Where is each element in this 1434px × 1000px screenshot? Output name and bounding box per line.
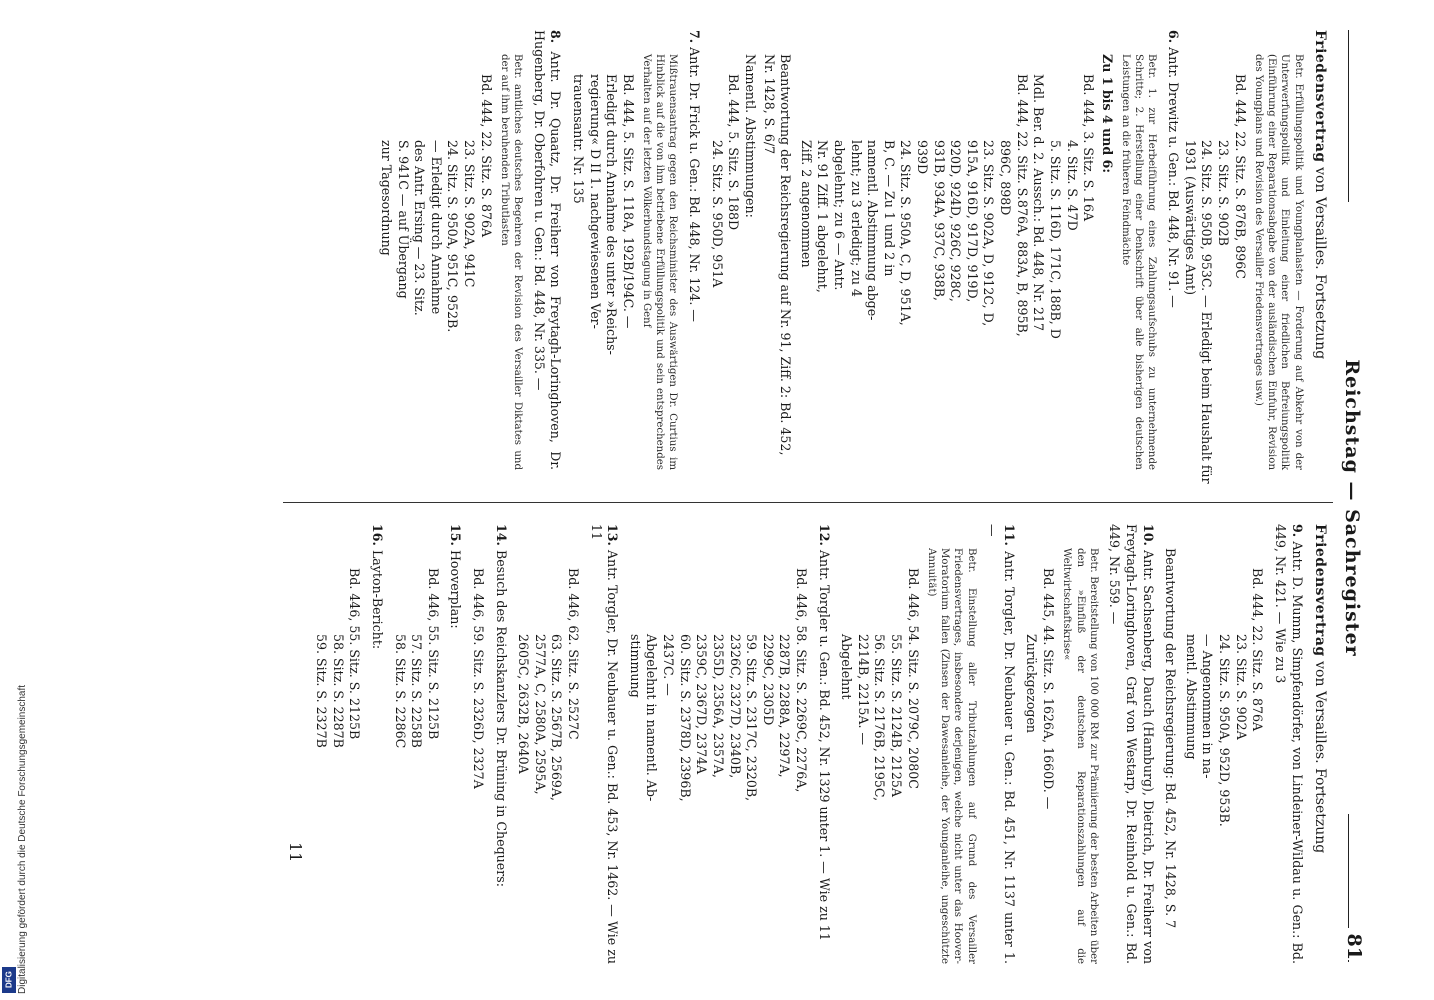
entry-text: Besuch des Reichskanzlers Dr. Brüning in Chequers: (493, 549, 509, 887)
entry-7 (686, 30, 703, 470)
entry-note: Mißtrauensantrag gegen den Reichsminister des Auswärtigen Dr. Curtius im Hinblick auf die von ihm betriebene Erfüllungspolitik und sein entsprechendes Verhalten auf der letzten Völkerbundstagung in Genf (641, 54, 679, 470)
reference-line: 23. Sitz. S. 902A, 941C (461, 140, 477, 288)
reference-line: Bd. 444, 22. Sitz. S. 876B, 896C (1232, 74, 1248, 279)
reference-line: Bd. 444, 22. Sitz. S. 876A (1250, 568, 1266, 732)
reference-line: B, C. — Zu 1 und 2 in (881, 140, 897, 277)
intro-note: Betr. Erfüllungspolitik und Youngplanlasten — Forderung auf Abkehr von der Unterwerfungspolitik und Einleitung einer friedlichen Befreiungspolitik (Einführung einer Reparationsabgabe von der ausländischen Einfuhr, Revision des Youngplans und Revision des Versailler Friedensvertrages usw.) (1252, 54, 1304, 470)
reference-line: 896C, 898D (998, 140, 1014, 216)
reference-line: 4. Sitz. S. 47D (1064, 140, 1080, 231)
entry-note: Betr. 1. zur Herbeiführung eines Zahlungsaufschubs zu unternehmende Schritte; 2. Herstellung einer Denkschrift über alle bisherigen deutschen Leistungen an die früheren Feindmächte (1119, 54, 1158, 470)
reference-line: 2605C, 2632B, 2640A (516, 634, 532, 774)
reference-line: 24. Sitz. S. 950A, 951C, 952B. (445, 140, 461, 333)
reference-line: abgelehnt; zu 6 — Antr. (831, 140, 847, 291)
reference-line: — Erledigt durch Annahme (428, 140, 444, 315)
entry-number: 10. (1140, 524, 1156, 546)
reference-line: 23. Sitz. S. 902A, D, 912C, D, (981, 140, 997, 327)
right-column-heading (1311, 524, 1329, 964)
dfg-logo-icon: DFG (2, 967, 16, 993)
entry-number: 8. (548, 30, 564, 44)
reference-line: 58. Sitz. S. 2286C (392, 634, 408, 749)
entry-number: 9. (1289, 524, 1305, 538)
reference-line: Mdl. Ber. d. 2. Aussch.: Bd. 448, Nr. 217 (1031, 74, 1047, 332)
reference-line: zur Tagesordnung (378, 140, 394, 256)
entry-number: 11. (1001, 524, 1017, 546)
reference-line: 23. Sitz. S. 902B (1215, 140, 1231, 246)
entry-number: 7. (687, 30, 703, 44)
answer-line: Beantwortung der Reichsregierung: Bd. 452, Nr. 1428, S. 7 (1163, 548, 1179, 929)
reference-line: trauensantr. Nr. 135 (570, 74, 586, 204)
entry-16 (368, 524, 385, 964)
heading-rest: von Versailles. Fortsetzung (1312, 162, 1328, 360)
reference-line: Bd. 446, 55. Sitz. S. 2125B (347, 568, 363, 740)
entry-text: Antr. Sachsenberg, Dauch (Hamburg), Dietrich, Dr. Freiherr von Freytagh-Loringhoven, Graf von Westarp, Dr. Reinhold u. Gen.: Bd. 449, Nr. 559. — (1107, 524, 1156, 964)
answer-line: Beantwortung der Reichsregierung auf Nr. 91, Ziff. 2: Bd. 452, Nr. 1428, S. 6/7 (761, 54, 794, 456)
reference-line: Abgelehnt (839, 634, 855, 700)
reference-line: 24. Sitz. S. 950A, C, D, 951A, (898, 140, 914, 326)
entry-text: Antr. Dr. Quaatz, Dr. Freiherr von Freytagh-Loringhoven, Dr. Hugenberg, Dr. Oberfohren u. Gen.: Bd. 448, Nr. 335. — (531, 30, 564, 470)
reference-line: 2577A, C, 2580A, 2595A, (532, 634, 548, 795)
reference-line: 5. Sitz. S. 116D, 171C, 188B, D (1047, 140, 1063, 339)
reference-line: Bd. 446, 54. Sitz. S. 2079C, 2080C (905, 568, 921, 789)
reference-line: Bd. 446, 62. Sitz. S. 2527C (566, 568, 582, 740)
reference-line: des Antr. Ersing — 23. Sitz. (412, 140, 428, 316)
running-head: Reichstag — Sachregister (1341, 202, 1363, 814)
heading-keyword: Friedensvertrag (1312, 30, 1328, 163)
reference-line: 56. Sitz. S. 2176B, 2195C, (872, 634, 888, 802)
votes-heading: Namentl. Abstimmungen: (742, 54, 758, 218)
right-column (313, 524, 1329, 964)
page-number: 81 (1343, 928, 1365, 960)
entry-8 (530, 30, 563, 470)
left-column-heading (1311, 30, 1329, 470)
entry-text: Hooverplan: (448, 549, 464, 629)
reference-line: 24. Sitz. S. 950A, 952D, 953B. (1217, 634, 1233, 827)
reference-line: 2287B, 2288A, 2297A, (777, 634, 793, 778)
reference-line: Bd. 446, 59. Sitz. S. 2326D, 2327A (471, 568, 487, 789)
reference-line: 2437C. — (661, 634, 677, 696)
reference-line: mentl. Abstimmung (1183, 634, 1199, 760)
reference-line: lehnt; zu 3 erledigt; zu 4 (848, 140, 864, 297)
reference-line: Bd. 444, 3. Sitz. S. 16A (1081, 74, 1097, 222)
reference-line: Bd. 446, 55. Sitz. S. 2125B (425, 568, 441, 740)
entry-10 (1106, 524, 1156, 964)
reference-line: 63. Sitz. S. 2567B, 2569A, (549, 634, 565, 802)
reference-line: 23. Sitz. S. 902A (1233, 634, 1249, 740)
entry-number: 15. (448, 524, 464, 546)
reference-line: Ziff. 2 angenommen (798, 140, 814, 268)
left-column (377, 30, 1329, 484)
reference-line: 2214B, 2215A. — (855, 634, 871, 746)
entry-text: Antr. Torgler, Dr. Neubauer u. Gen.: Bd. 453, Nr. 1462. — Wie zu 11 (588, 524, 621, 964)
reference-line: 939D (915, 140, 931, 175)
digitization-credit-text: Digitalisierung gefördert durch die Deutsche Forschungsgemeinschaft (17, 684, 28, 994)
reference-line: Erledigt durch Annahme des unter »Reichs- (604, 74, 620, 355)
entry-text: Antr. Dr. Frick u. Gen.: Bd. 448, Nr. 124. — (687, 47, 703, 322)
reference-line: Zurückgezogen (1024, 634, 1040, 734)
reference-line: 2326C, 2327D, 2340B, (727, 634, 743, 779)
heading-keyword: Friedensvertrag (1312, 524, 1328, 657)
reference-line: 2299C, 2305D (760, 634, 776, 726)
heading-rest: von Versailles. Fortsetzung (1312, 656, 1328, 854)
entry-12 (815, 524, 832, 964)
reference-line: 24. Sitz. S. 950B, 953C. — Erledigt beim Haushalt für (1199, 140, 1215, 484)
reference-line: 1931 (Auswärtiges Amt) (1182, 140, 1198, 296)
reference-line: Nr. 91 Ziff. 1 abgelehnt, (815, 140, 831, 293)
reference-line: Bd. 444, 22. Sitz. S.876A, 883A, B, 895B, (1014, 74, 1030, 337)
entry-number: 13. (605, 524, 621, 546)
reference-line: 57. Sitz. S. 2258B (409, 634, 425, 748)
entry-text: Antr. D. Mumm, Simpfendörfer, von Lindeiner-Wildau u. Gen.: Bd. 449, Nr. 421. — Wie zu 3 (1272, 524, 1305, 964)
group-heading: Zu 1 bis 4 und 6: (1099, 54, 1115, 174)
reference-line: namentl. Abstimmung abge- (865, 140, 881, 321)
reference-line: 915A, 916D, 917D, 919D, (964, 140, 980, 303)
digitization-credit (0, 0, 28, 1000)
reference-line: Bd. 444, 5. Sitz. S. 118A, 192B/194C. — (620, 74, 636, 329)
reference-line: 2355D, 2356A, 2357A, (710, 634, 726, 779)
entry-number: 14. (493, 524, 509, 546)
reference-line: stimmung (627, 634, 643, 698)
document-page (43, 22, 1363, 982)
column-divider (283, 502, 1333, 503)
reference-line: 60. Sitz. S. 2378D, 2396B, (677, 634, 693, 802)
reference-line: 24. Sitz. S. 950D, 951A (709, 140, 725, 288)
reference-line: 920D, 924D, 926C, 928C, (948, 140, 964, 302)
entry-note: Betr. amtliches deutsches Begehren der Revision des Versailler Diktates und der auf ihm beruhenden Tributlasten (498, 54, 524, 470)
reference-line: 58. Sitz. S. 2287B (330, 634, 346, 748)
reference-line: Bd. 446, 58. Sitz. S. 2269C, 2276A, (793, 568, 809, 793)
entry-text: Antr. Drewitz u. Gen.: Bd. 448, Nr. 91. — (1166, 47, 1182, 308)
reference-line: Abgelehnt in namentl. Ab- (644, 634, 660, 802)
reference-line: S. 941C — auf Übergang (395, 140, 411, 299)
entry-9 (1271, 524, 1304, 964)
reference-line: Bd. 444, 5. Sitz. S. 188D (726, 74, 742, 231)
entry-number: 16. (369, 524, 385, 546)
reference-line: Bd. 444, 22. Sitz. S. 876A (478, 74, 494, 238)
footer-page-number: 11 (286, 842, 305, 863)
reference-line: 2359C, 2367D, 2374A (694, 634, 710, 775)
entry-text: Layton-Bericht: (369, 549, 385, 650)
reference-line: 55. Sitz. S. 2124B, 2125A (889, 634, 905, 798)
reference-line: Bd. 445, 44. Sitz. S. 1626A, 1660D. — (1041, 568, 1057, 810)
entry-note: Betr. Bereitstellung von 100 000 RM zur Prämiierung der besten Arbeiten über den »Einfluß der deutschen Reparationszahlungen auf die Weltwirtschaftskrise« (1061, 548, 1099, 964)
reference-line: 931B, 934A, 937C, 938B, (931, 140, 947, 301)
entry-text: Antr. Torgler u. Gen.: Bd. 452, Nr. 1329 unter 1. — Wie zu 11 (816, 549, 832, 941)
entry-number: 12. (816, 524, 832, 546)
entry-6 (1164, 30, 1181, 470)
entry-13 (587, 524, 620, 964)
reference-line: 59. Sitz. S. 2317C, 2320B, (744, 634, 760, 802)
reference-line: regierung« D II 1. nachgewiesenen Ver- (587, 74, 603, 329)
reference-line: 59. Sitz. S. 2327B (314, 634, 330, 748)
entry-11 (984, 524, 1017, 964)
reference-line: — Angenommen in na- (1200, 634, 1216, 779)
entry-15 (447, 524, 464, 964)
entry-text: Antr. Torgler, Dr. Neubauer u. Gen.: Bd. 451, Nr. 1137 unter 1. — (985, 524, 1017, 964)
entry-note: Betr. Einstellung aller Tributzahlungen auf Grund des Versailler Friedensvertrages, insbesondere derjenigen, welche nicht unter das Hoover-Moratorium fallen (Zinsen der Dawesanleihe, der Younganleihe, ungeschützte Annuität) (925, 548, 977, 964)
entry-14 (492, 524, 509, 964)
entry-number: 6. (1166, 30, 1182, 44)
